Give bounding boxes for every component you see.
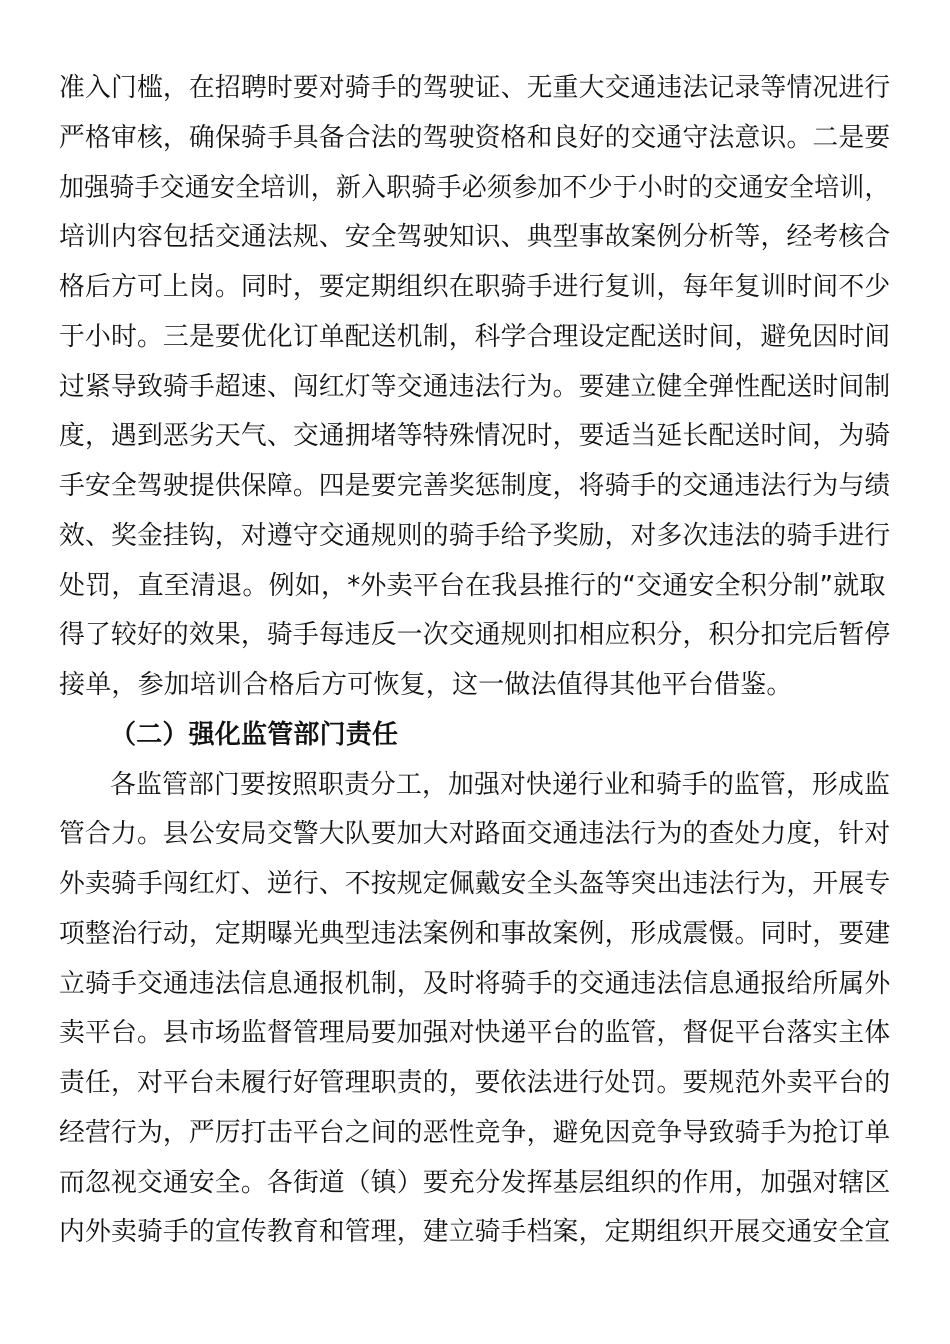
paragraph-line: 各监管部门要按照职责分工，加强对快递行业和骑手的监管，形成监 bbox=[110, 770, 891, 800]
paragraph-line: 卖平台。县市场监督管理局要加强对快递平台的监管，督促平台落实主体 bbox=[59, 1018, 891, 1048]
paragraph-line: 于小时。三是要优化订单配送机制，科学合理设定配送时间，避免因时间 bbox=[59, 322, 891, 352]
paragraph-line: 管合力。县公安局交警大队要加大对路面交通违法行为的查处力度，针对 bbox=[59, 819, 891, 849]
paragraph-line: 内外卖骑手的宣传教育和管理，建立骑手档案，定期组织开展交通安全宣 bbox=[59, 1217, 891, 1247]
paragraph-line: 准入门槛，在招聘时要对骑手的驾驶证、无重大交通违法记录等情况进行 bbox=[59, 73, 891, 103]
paragraph-line: 得了较好的效果，骑手每违反一次交通规则扣相应积分，积分扣完后暂停 bbox=[59, 620, 891, 650]
section-heading: （二）强化监管部门责任 bbox=[110, 720, 399, 750]
paragraph-line: 项整治行动，定期曝光典型违法案例和事故案例，形成震慑。同时，要建 bbox=[59, 919, 891, 949]
paragraph-line: 经营行为，严厉打击平台之间的恶性竞争，避免因竞争导致骑手为抢订单 bbox=[59, 1118, 891, 1148]
paragraph-line: 度，遇到恶劣天气、交通拥堵等特殊情况时，要适当延长配送时间，为骑 bbox=[59, 421, 891, 451]
paragraph-line: 过紧导致骑手超速、闯红灯等交通违法行为。要建立健全弹性配送时间制 bbox=[59, 372, 891, 402]
paragraph-line: 而忽视交通安全。各街道（镇）要充分发挥基层组织的作用，加强对辖区 bbox=[59, 1168, 891, 1198]
paragraph-line: 手安全驾驶提供保障。四是要完善奖惩制度，将骑手的交通违法行为与绩 bbox=[59, 471, 891, 501]
paragraph-line: 严格审核，确保骑手具备合法的驾驶资格和良好的交通守法意识。二是要 bbox=[59, 123, 891, 153]
paragraph-line: 立骑手交通违法信息通报机制，及时将骑手的交通违法信息通报给所属外 bbox=[59, 969, 891, 999]
paragraph-line: 加强骑手交通安全培训，新入职骑手必须参加不少于小时的交通安全培训， bbox=[59, 173, 890, 203]
paragraph-line: 培训内容包括交通法规、安全驾驶知识、典型事故案例分析等，经考核合 bbox=[59, 222, 891, 252]
paragraph-line: 格后方可上岗。同时，要定期组织在职骑手进行复训，每年复训时间不少 bbox=[59, 272, 891, 302]
paragraph-line: 效、奖金挂钩，对遵守交通规则的骑手给予奖励，对多次违法的骑手进行 bbox=[59, 521, 891, 551]
paragraph-line: 接单，参加培训合格后方可恢复，这一做法值得其他平台借鉴。 bbox=[59, 670, 793, 700]
paragraph-line: 外卖骑手闯红灯、逆行、不按规定佩戴安全头盔等突出违法行为，开展专 bbox=[59, 869, 891, 899]
paragraph-line: 责任，对平台未履行好管理职责的，要依法进行处罚。要规范外卖平台的 bbox=[59, 1068, 891, 1098]
paragraph-line: 处罚，直至清退。例如，*外卖平台在我县推行的“交通安全积分制”就取 bbox=[59, 571, 886, 601]
